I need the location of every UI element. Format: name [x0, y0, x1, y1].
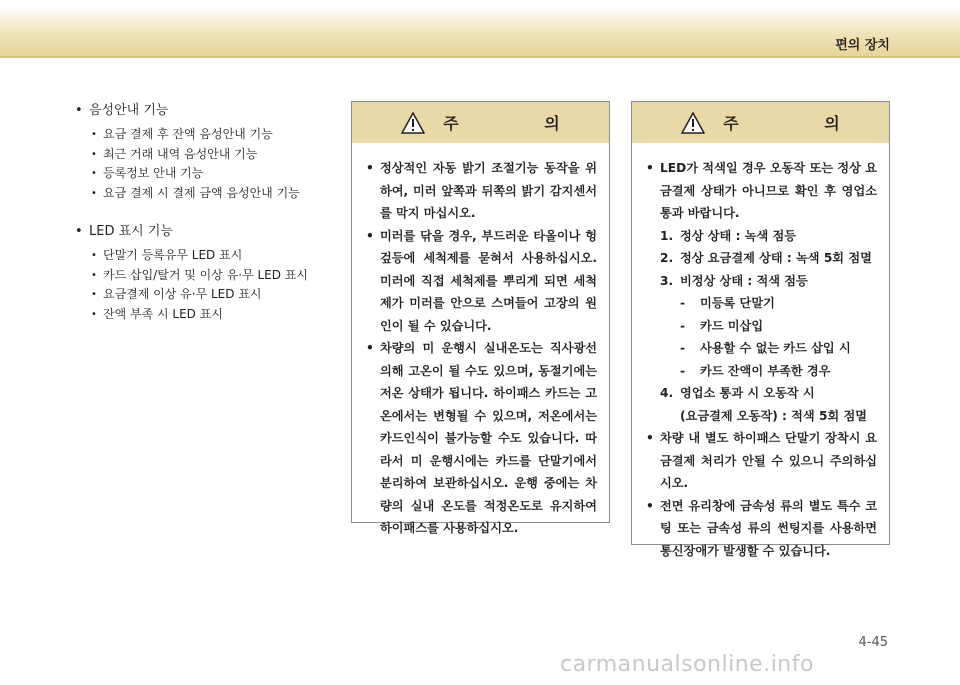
header-bar [0, 0, 960, 56]
item-text: 정상 요금결제 상태 : 녹색 5회 점멸 [680, 251, 872, 265]
list-item: • 잔액 부족 시 LED 표시 [91, 305, 345, 325]
list-item: • 요금결제 이상 유·무 LED 표시 [91, 285, 345, 305]
caution-box-2 [631, 101, 890, 558]
watermark: carmanualsonline.info [560, 652, 814, 677]
item-number: 4. [660, 386, 674, 400]
list-item: • 카드 삽입/탈거 및 이상 유·무 LED 표시 [91, 266, 345, 286]
list-item: • 등록정보 안내 기능 [91, 164, 345, 184]
dash-item [646, 315, 877, 338]
caution-header [352, 102, 609, 143]
voice-guide-section [75, 101, 345, 203]
led-section [75, 222, 345, 324]
caution-item: • 정상적인 자동 밝기 조절기능 동작을 위하여, 미러 앞쪽과 뒤쪽의 밝기 감지센서를 막지 마십시오. [366, 157, 597, 225]
section-title: 편의 장치 [835, 38, 890, 53]
dash-mark: - [680, 318, 686, 333]
caution-title: 주 의 [723, 114, 880, 133]
caution-item: • 전면 유리창에 금속성 류의 별도 특수 코팅 또는 금속성 류의 썬팅지를 사용하면 통신장애가 발생할 수 있습니다. [646, 495, 877, 563]
item-text: 카드 잔액이 부족한 경우 [700, 363, 831, 378]
left-column [75, 101, 345, 324]
item-number: 3. [660, 273, 674, 288]
warning-triangle-icon [401, 112, 425, 134]
list-item: • 최근 거래 내역 음성안내 기능 [91, 145, 345, 165]
item-text: 카드 미삽입 [700, 318, 764, 333]
caution-title: 주 의 [443, 114, 600, 133]
caution-intro: • LED가 적색일 경우 오동작 또는 정상 요금결제 상태가 아니므로 확인 후 영업소 통과 바랍니다. [646, 157, 877, 225]
caution-item: • 미러를 닦을 경우, 부드러운 타올이나 헝겊등에 세척제를 묻혀서 사용하십시오. 미러에 직접 세척제를 뿌리게 되면 세척제가 미러를 안으로 스며들어 고장의 원인이 될 수 있습니다. [366, 225, 597, 338]
item-text: 정상 상태 : 녹색 점등 [680, 228, 797, 243]
numbered-item [646, 270, 877, 293]
item-text: 미등록 단말기 [700, 296, 775, 310]
item-number: 2. [660, 251, 674, 265]
led-title: • LED 표시 기능 [75, 222, 345, 242]
dash-mark: - [680, 363, 686, 378]
dash-mark: - [680, 341, 686, 355]
dash-item [646, 360, 877, 383]
list-item: • 단말기 등록유무 LED 표시 [91, 246, 345, 266]
item-text: 영업소 통과 시 오동작 시 [680, 386, 815, 400]
list-item: • 요금 결제 후 잔액 음성안내 기능 [91, 125, 345, 145]
dash-item [646, 337, 877, 360]
caution-body [352, 143, 609, 550]
dash-item [646, 292, 877, 315]
caution-item: • 차량 내 별도 하이패스 단말기 장착시 요금결제 처리가 안될 수 있으니 주의하십시오. [646, 427, 877, 495]
item-text: 비정상 상태 : 적색 점등 [680, 273, 808, 288]
caution-box-1 [351, 101, 610, 535]
warning-triangle-icon [681, 112, 705, 134]
voice-guide-title: • 음성안내 기능 [75, 101, 345, 121]
caution-header [632, 102, 889, 143]
numbered-item [646, 247, 877, 270]
caution-body [632, 143, 889, 572]
voice-guide-list [75, 125, 345, 203]
dash-mark: - [680, 296, 686, 310]
numbered-item-continuation: (요금결제 오동작) : 적색 5회 점멸 [680, 408, 867, 423]
page-number: 4-45 [858, 635, 888, 650]
list-item: • 요금 결제 시 결제 금액 음성안내 기능 [91, 184, 345, 204]
led-list [75, 246, 345, 324]
item-text: 사용할 수 없는 카드 삽입 시 [700, 341, 851, 355]
caution-item: • 차량의 미 운행시 실내온도는 직사광선 의해 고온이 될 수도 있으며, 동절기에는 저온 상태가 됩니다. 하이패스 카드는 고온에서는 변형될 수 있으며, 저온에서는 카드인식이 불가능할 수도 있습니다. 따라서 미 운행시에는 카드를 단말기에서 분리하여 보관하십시오. 운행 중에는 차량의 실내 온도를 적정온도로 유지하여 하이패스를 사용하십시오. [366, 337, 597, 540]
numbered-item [646, 225, 877, 248]
item-number: 1. [660, 228, 674, 243]
numbered-item [646, 382, 877, 405]
header-divider [0, 56, 960, 58]
